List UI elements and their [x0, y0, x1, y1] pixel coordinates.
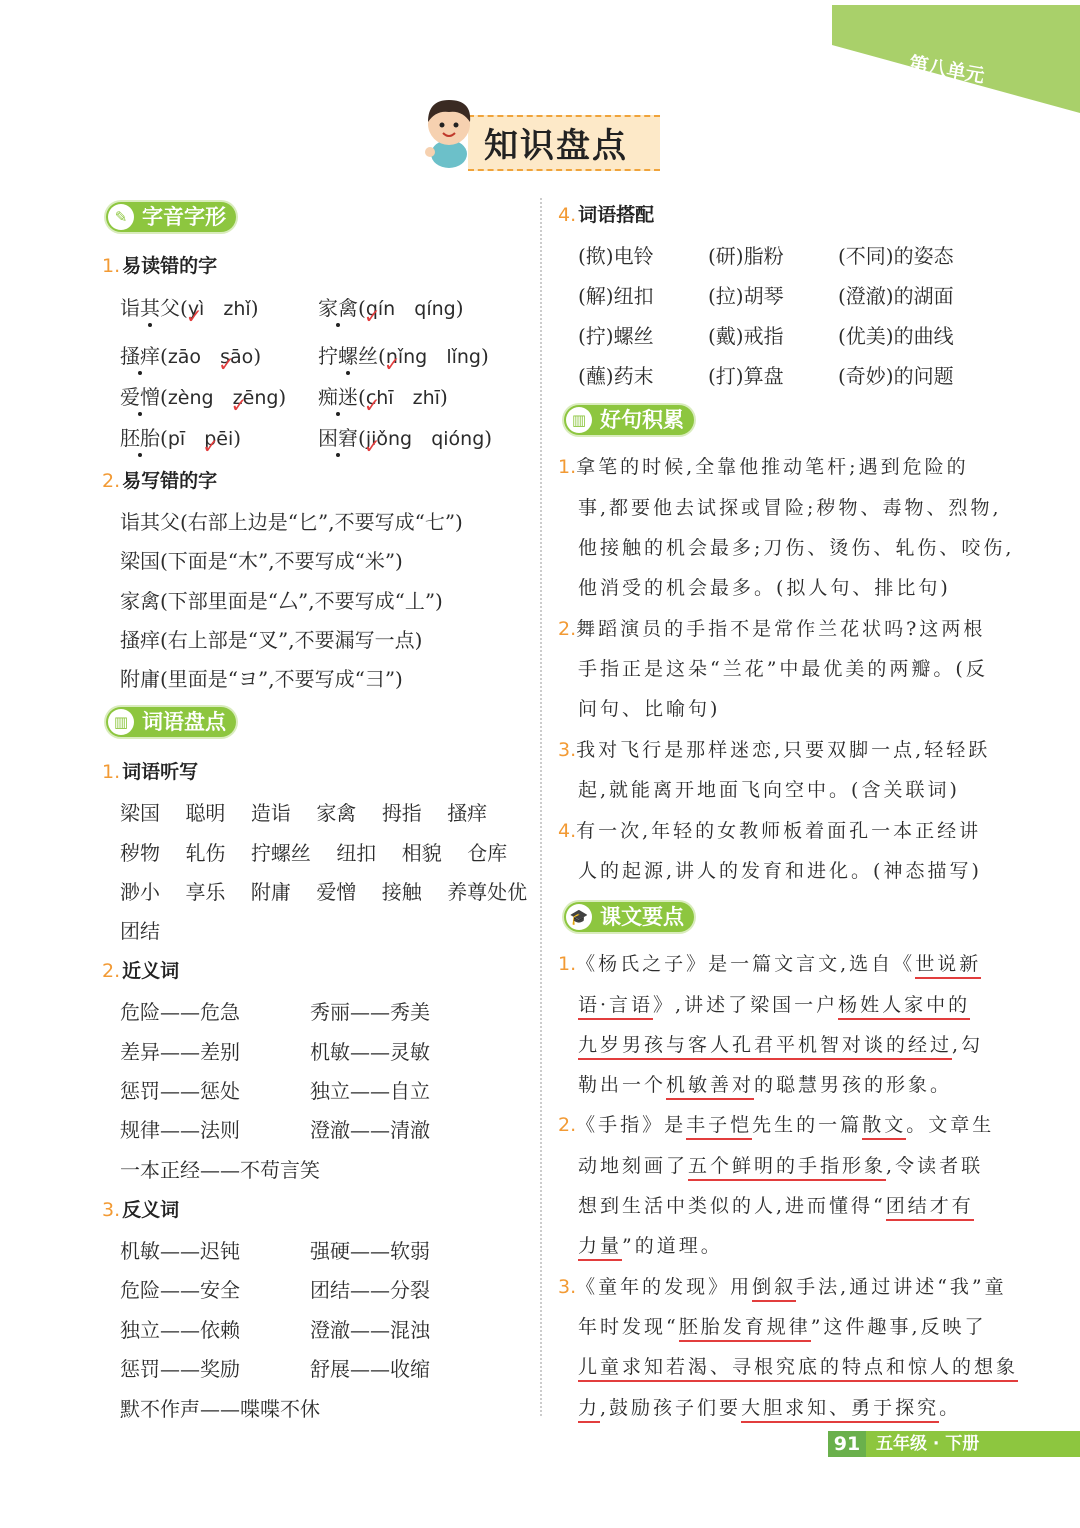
subhead-miswrite: 2. 易写错的字: [102, 470, 218, 492]
text-point-line: 1.《杨氏之子》是一篇文言文,选自《世说新: [558, 949, 981, 976]
subhead-antonyms: 3. 反义词: [102, 1199, 180, 1221]
grade-label: 五年级 · 下册: [876, 1434, 980, 1454]
antonym-pair: 团结——分裂: [310, 1278, 430, 1302]
text-point-line: 语·言语》,讲述了梁国一户杨姓人家中的: [578, 990, 970, 1017]
sentence-line: 事,都要他去试探或冒险;秽物、毒物、烈物,: [578, 497, 1002, 519]
pron-item: 爱憎(zèng zēng ✓): [120, 381, 286, 410]
antonym-pair: 舒展——收缩: [310, 1357, 430, 1381]
write-item: 搔痒(右上部是“叉”,不要漏写一点): [120, 628, 423, 652]
sentence-line: 人的起源,讲人的发育和进化。(神态描写): [578, 860, 982, 882]
collocation-item: (戴)戒指: [708, 324, 784, 348]
text-point-line: 儿童求知若渴、寻根究底的特点和惊人的想象: [578, 1352, 1018, 1379]
collocation-item: (蘸)药末: [578, 364, 654, 388]
antonym-pair: 强硬——软弱: [310, 1239, 430, 1263]
dictation-row: 梁国 聪明 造诣 家禽 拇指 搔痒: [120, 801, 488, 825]
text-point-line: 力量”的道理。: [578, 1231, 723, 1258]
text-point-line: 2.《手指》是丰子恺先生的一篇散文。文章生: [558, 1110, 994, 1137]
text-point-line: 动地刻画了五个鲜明的手指形象,令读者联: [578, 1151, 983, 1178]
text-point-line: 勒出一个机敏善对的聪慧男孩的形象。: [578, 1070, 952, 1097]
pron-item: 诣其父(yì ✓ zhǐ): [120, 292, 259, 321]
collocation-item: (不同)的姿态: [838, 244, 954, 268]
synonym-pair: 惩罚——惩处: [120, 1079, 240, 1103]
synonym-pair: 秀丽——秀美: [310, 1000, 430, 1024]
text-point-line: 力,鼓励孩子们要大胆求知、勇于探究。: [578, 1393, 961, 1420]
dictation-row: 团结: [120, 919, 160, 943]
book-icon: ▥: [108, 709, 134, 735]
collocation-item: (打)算盘: [708, 364, 784, 388]
antonym-pair: 默不作声——喋喋不休: [120, 1397, 320, 1421]
collocation-item: (揿)电铃: [578, 244, 654, 268]
sentence-line: 手指正是这朵“兰花”中最优美的两瓣。(反: [578, 658, 988, 680]
pron-item: 家禽(qín ✓ qíng): [318, 292, 464, 321]
text-point-line: 想到生活中类似的人,进而懂得“团结才有: [578, 1191, 974, 1218]
collocation-item: (拧)螺丝: [578, 324, 654, 348]
subhead-misread: 1. 易读错的字: [102, 255, 218, 277]
synonym-pair: 机敏——灵敏: [310, 1040, 430, 1064]
column-divider: [540, 198, 542, 1416]
write-item: 诣其父(右部上边是“匕”,不要写成“七”): [120, 510, 463, 534]
page-number: 91: [828, 1431, 866, 1457]
text-point-line: 3.《童年的发现》用倒叙手法,通过讲述“我”童: [558, 1272, 1007, 1299]
sentence-line: 2.舞蹈演员的手指不是常作兰花状吗?这两根: [558, 618, 986, 640]
sentence-line: 问句、比喻句): [578, 698, 721, 720]
write-item: 梁国(下面是“木”,不要写成“米”): [120, 549, 403, 573]
antonym-pair: 机敏——迟钝: [120, 1239, 240, 1263]
dictation-row: 秽物 轧伤 拧螺丝 纽扣 相貌 仓库: [120, 841, 508, 865]
subhead-collocation: 4. 词语搭配: [558, 204, 655, 226]
book-icon: ▥: [566, 407, 592, 433]
graduation-cap-icon: 🎓: [566, 904, 592, 930]
text-point-line: 年时发现“胚胎发育规律”这件趣事,反映了: [578, 1312, 987, 1339]
unit-label: 第八单元: [907, 52, 987, 88]
antonym-pair: 独立——依赖: [120, 1318, 240, 1342]
write-item: 附庸(里面是“ヨ”,不要写成“彐”): [120, 667, 403, 691]
pron-item: 拧螺丝(nǐng ✓ lǐng): [318, 340, 489, 369]
pron-item: 困窘(jiǒng ✓ qióng): [318, 422, 492, 451]
boy-mascot-icon: [418, 94, 480, 172]
antonym-pair: 危险——安全: [120, 1278, 240, 1302]
collocation-item: (澄澈)的湖面: [838, 284, 954, 308]
synonym-pair: 澄澈——清澈: [310, 1118, 430, 1142]
text-point-line: 九岁男孩与客人孔君平机智对谈的经过,勾: [578, 1030, 983, 1057]
subhead-synonyms: 2. 近义词: [102, 960, 180, 982]
section-text-points: 🎓 课文要点: [564, 902, 694, 932]
pron-item: 痴迷(chī ✓ zhī): [318, 381, 448, 410]
pron-item: 胚胎(pī pēi ✓): [120, 422, 241, 451]
collocation-item: (优美)的曲线: [838, 324, 954, 348]
synonym-pair: 独立——自立: [310, 1079, 430, 1103]
sentence-line: 他接触的机会最多;刀伤、烫伤、轧伤、咬伤,: [578, 537, 1015, 559]
pencil-icon: ✎: [108, 204, 134, 230]
sentence-line: 4.有一次,年轻的女教师板着面孔一本正经讲: [558, 820, 982, 842]
sentence-line: 1.拿笔的时候,全靠他推动笔杆;遇到危险的: [558, 456, 969, 478]
dictation-row: 渺小 享乐 附庸 爱憎 接触 养尊处优: [120, 880, 528, 904]
section-sentences: ▥ 好句积累: [564, 405, 694, 435]
section-pronunciation: ✎ 字音字形: [106, 202, 236, 232]
sentence-line: 3.我对飞行是那样迷恋,只要双脚一点,轻轻跃: [558, 739, 991, 761]
synonym-pair: 差异——差别: [120, 1040, 240, 1064]
collocation-item: (解)纽扣: [578, 284, 654, 308]
collocation-item: (拉)胡琴: [708, 284, 784, 308]
synonym-pair: 危险——危急: [120, 1000, 240, 1024]
antonym-pair: 澄澈——混浊: [310, 1318, 430, 1342]
section-vocabulary: ▥ 词语盘点: [106, 707, 236, 737]
synonym-pair: 一本正经——不苟言笑: [120, 1158, 320, 1182]
collocation-item: (奇妙)的问题: [838, 364, 954, 388]
synonym-pair: 规律——法则: [120, 1118, 240, 1142]
sentence-line: 他消受的机会最多。(拟人句、排比句): [578, 577, 951, 599]
write-item: 家禽(下部里面是“厶”,不要写成“丄”): [120, 589, 443, 613]
subhead-dictation: 1. 词语听写: [102, 761, 199, 783]
collocation-item: (研)脂粉: [708, 244, 784, 268]
pron-item: 搔痒(zāo sāo ✓): [120, 340, 261, 369]
antonym-pair: 惩罚——奖励: [120, 1357, 240, 1381]
page-title: 知识盘点: [484, 126, 628, 166]
sentence-line: 起,就能离开地面飞向空中。(含关联词): [578, 779, 960, 801]
